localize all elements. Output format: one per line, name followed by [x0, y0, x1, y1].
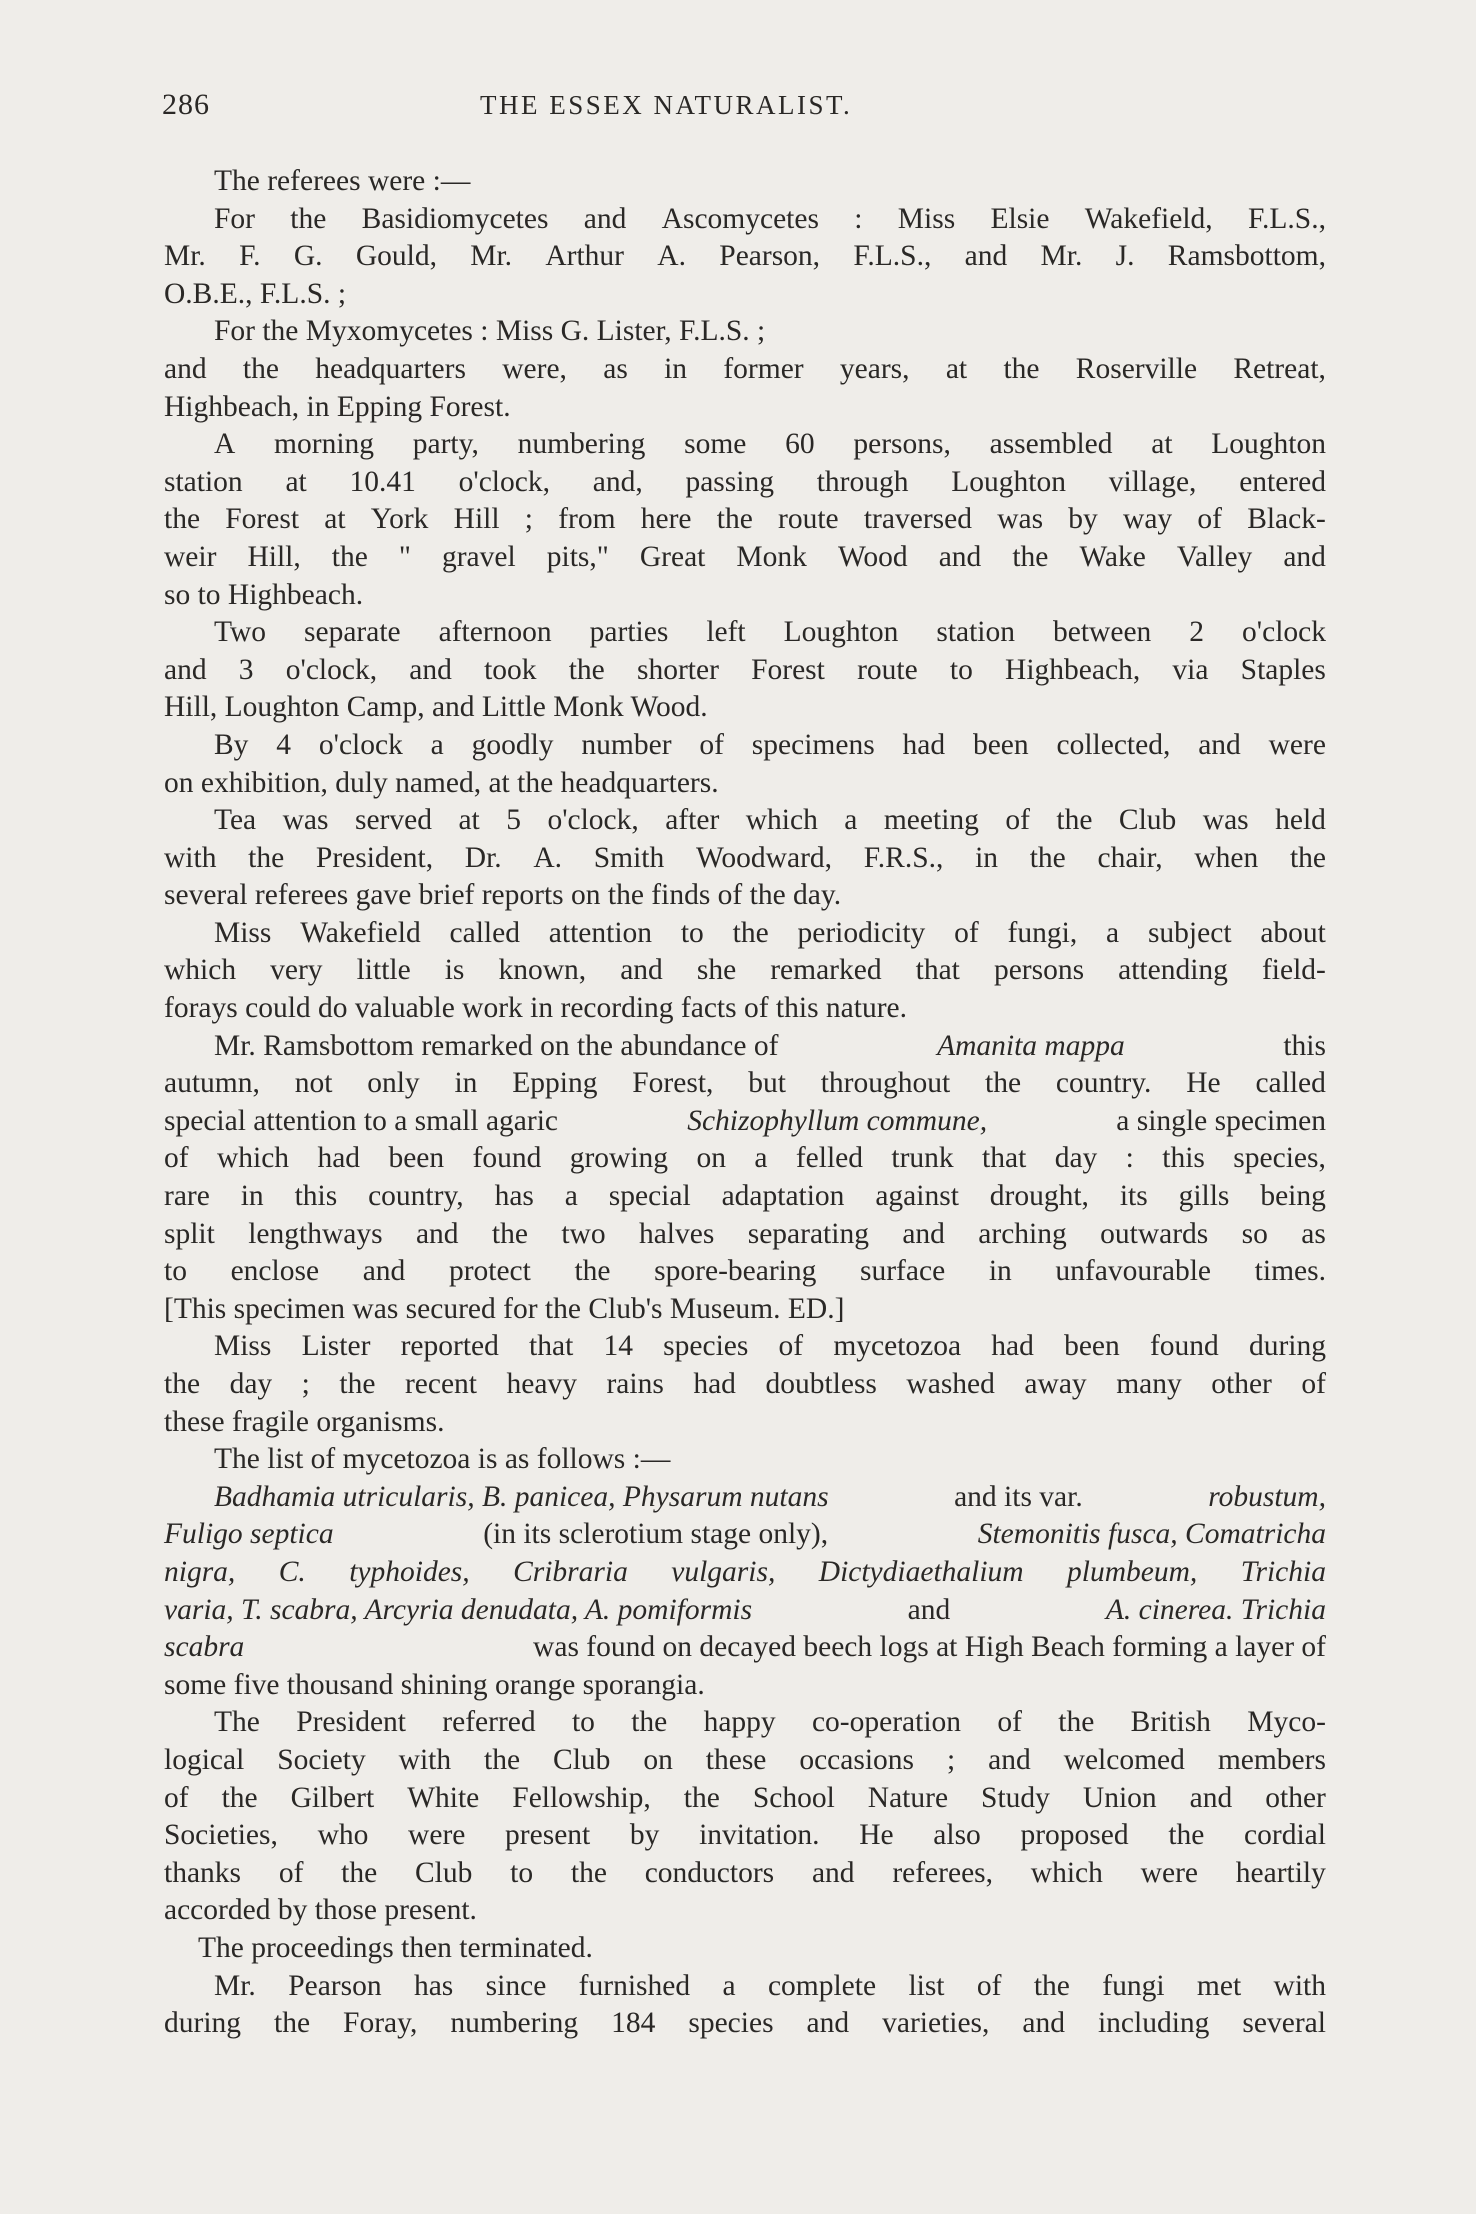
text-line: O.B.E., F.L.S. ;	[164, 277, 347, 310]
text-line: the day ; the recent heavy rains had doubtless washed away many other of	[164, 1368, 1326, 1400]
text-run: (in its sclerotium stage only),	[483, 1518, 829, 1551]
paragraph-wakefield	[164, 915, 1326, 1028]
species-name: Fuligo septica	[164, 1518, 334, 1551]
text-line: Highbeach, in Epping Forest.	[164, 390, 511, 423]
page-header	[162, 88, 1322, 128]
running-head: THE ESSEX NATURALIST.	[480, 90, 853, 120]
text-line	[164, 1516, 1326, 1554]
text-line: some five thousand shining orange sporangia.	[164, 1668, 705, 1701]
text-run: and	[907, 1593, 951, 1626]
text-line: these fragile organisms.	[164, 1405, 445, 1438]
text-line: The President referred to the happy co-operation of the British Myco-	[214, 1706, 1326, 1739]
text-line: autumn, not only in Epping Forest, but throughout the country. He called	[164, 1067, 1326, 1100]
text-line: several referees gave brief reports on the finds of the day.	[164, 879, 842, 912]
paragraph-specimens	[164, 727, 1326, 802]
paragraph-referees	[164, 163, 1326, 201]
text-line: nigra, C. typhoides, Cribraria vulgaris, Dictydiaethalium plumbeum, Trichia	[164, 1555, 1326, 1588]
text-line: Societies, who were present by invitation. He also proposed the cordial	[164, 1819, 1326, 1852]
paragraph-afternoon-parties	[164, 614, 1326, 727]
text-line: forays could do valuable work in recording facts of this nature.	[164, 992, 908, 1025]
text-line: By 4 o'clock a goodly number of specimens had been collected, and were	[214, 728, 1326, 761]
text-line: A morning party, numbering some 60 persons, assembled at Loughton	[214, 428, 1326, 461]
text-run: and its var.	[954, 1480, 1083, 1513]
paragraph-lister	[164, 1328, 1326, 1441]
paragraph-president	[164, 1704, 1326, 1930]
paragraph-myxomycetes	[164, 313, 1326, 426]
text-run: a single specimen	[1116, 1104, 1326, 1137]
text-line: of the Gilbert White Fellowship, the School Nature Study Union and other	[164, 1781, 1326, 1814]
text-line: rare in this country, has a special adaptation against drought, its gills being	[164, 1180, 1326, 1213]
text-line: during the Foray, numbering 184 species and varieties, and including several	[164, 2007, 1326, 2040]
species-name: Schizophyllum commune,	[687, 1104, 988, 1137]
text-line: For the Basidiomycetes and Ascomycetes : Miss Elsie Wakefield, F.L.S.,	[214, 202, 1326, 235]
paragraph-pearson	[164, 1968, 1326, 2043]
text-line: For the Myxomycetes : Miss G. Lister, F.L.S. ;	[214, 315, 766, 348]
text-line: with the President, Dr. A. Smith Woodward, F.R.S., in the chair, when the	[164, 841, 1326, 874]
paragraph-mycetozoa-list	[164, 1479, 1326, 1705]
text-line	[164, 1592, 1326, 1630]
article-body	[164, 163, 1326, 2043]
text-line: Two separate afternoon parties left Loughton station between 2 o'clock	[214, 616, 1326, 649]
species-name: Stemonitis fusca, Comatricha	[977, 1518, 1326, 1551]
paragraph-morning-party	[164, 426, 1326, 614]
text-line: accorded by those present.	[164, 1894, 477, 1927]
text-line: Tea was served at 5 o'clock, after which a meeting of the Club was held	[214, 804, 1326, 837]
text-line: The proceedings then terminated.	[198, 1931, 593, 1964]
text-line: [This specimen was secured for the Club's Museum. ED.]	[164, 1292, 845, 1325]
text-line: split lengthways and the two halves separating and arching outwards so as	[164, 1217, 1326, 1250]
page-number: 286	[162, 88, 210, 121]
text-line: the Forest at York Hill ; from here the route traversed was by way of Black-	[164, 503, 1326, 536]
text-line: weir Hill, the " gravel pits," Great Monk Wood and the Wake Valley and	[164, 540, 1326, 573]
paragraph-terminated	[164, 1930, 1326, 1968]
species-name: Badhamia utricularis, B. panicea, Physarum nutans	[214, 1480, 829, 1513]
text-line: on exhibition, duly named, at the headquarters.	[164, 766, 719, 799]
paragraph-basidiomycetes	[164, 201, 1326, 314]
species-name: robustum,	[1208, 1480, 1326, 1513]
text-line: station at 10.41 o'clock, and, passing through Loughton village, entered	[164, 465, 1326, 498]
text-line: The referees were :—	[214, 165, 471, 197]
paragraph-tea	[164, 802, 1326, 915]
text-line: which very little is known, and she remarked that persons attending field-	[164, 954, 1326, 987]
species-name: scabra	[164, 1631, 245, 1664]
text-line: thanks of the Club to the conductors and referees, which were heartily	[164, 1856, 1326, 1889]
text-line	[164, 1629, 1326, 1667]
text-line: logical Society with the Club on these occasions ; and welcomed members	[164, 1743, 1326, 1776]
text-run: this	[1283, 1029, 1326, 1062]
paragraph-ramsbottom	[164, 1028, 1326, 1329]
text-run: special attention to a small agaric	[164, 1104, 559, 1137]
text-line: Hill, Loughton Camp, and Little Monk Wood.	[164, 691, 708, 724]
text-line: Mr. Pearson has since furnished a complete list of the fungi met with	[214, 1969, 1326, 2002]
text-line: Mr. F. G. Gould, Mr. Arthur A. Pearson, F.L.S., and Mr. J. Ramsbottom,	[164, 240, 1326, 273]
species-name: varia, T. scabra, Arcyria denudata, A. pomiformis	[164, 1593, 753, 1626]
species-name: Amanita mappa	[937, 1029, 1125, 1062]
text-line	[164, 1479, 1326, 1517]
text-line: so to Highbeach.	[164, 578, 364, 611]
species-name: A. cinerea. Trichia	[1105, 1593, 1326, 1626]
text-line: The list of mycetozoa is as follows :—	[214, 1443, 671, 1476]
text-line: of which had been found growing on a felled trunk that day : this species,	[164, 1142, 1326, 1175]
text-line: and the headquarters were, as in former years, at the Roserville Retreat,	[164, 352, 1326, 385]
text-run: Mr. Ramsbottom remarked on the abundance of	[214, 1029, 779, 1062]
text-line: and 3 o'clock, and took the shorter Forest route to Highbeach, via Staples	[164, 653, 1326, 686]
text-run: was found on decayed beech logs at High Beach forming a layer of	[533, 1631, 1326, 1664]
text-line	[164, 1028, 1326, 1066]
text-line: Miss Lister reported that 14 species of mycetozoa had been found during	[214, 1330, 1326, 1363]
text-line: to enclose and protect the spore-bearing surface in unfavourable times.	[164, 1255, 1326, 1288]
paragraph-list-intro	[164, 1441, 1326, 1479]
text-line: Miss Wakefield called attention to the periodicity of fungi, a subject about	[214, 916, 1326, 949]
text-line	[164, 1103, 1326, 1141]
